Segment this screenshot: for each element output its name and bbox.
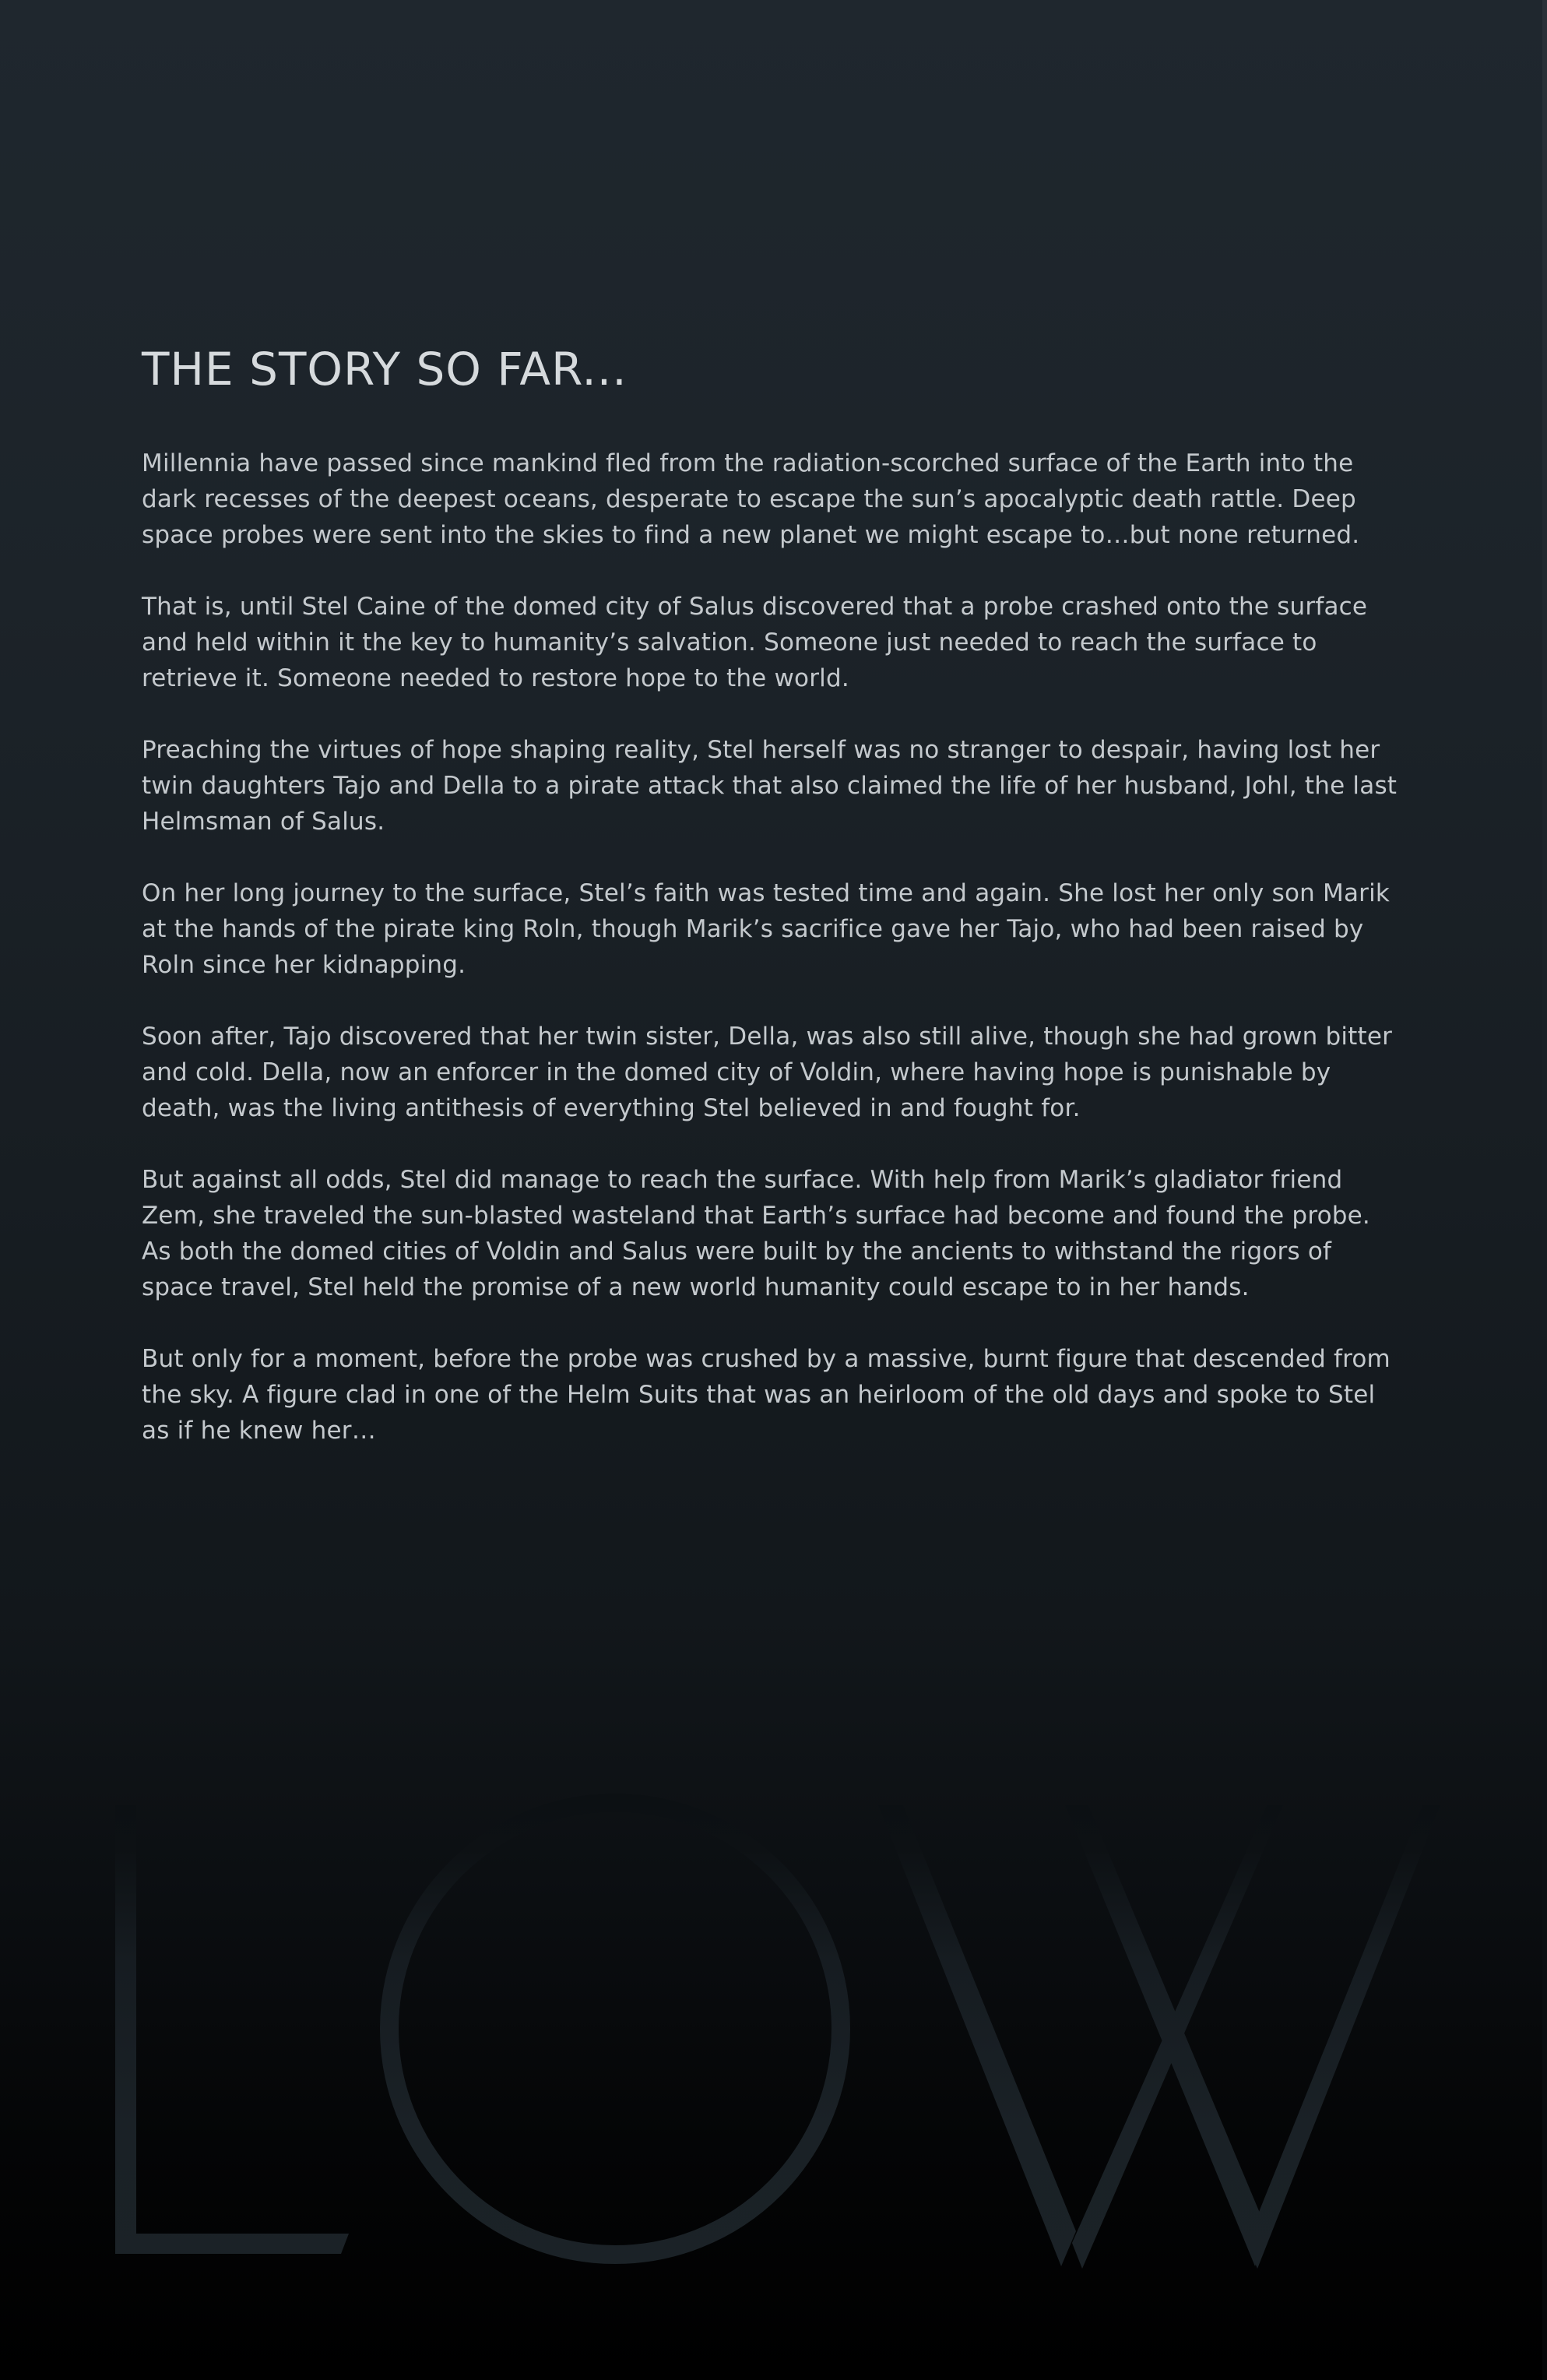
story-paragraph: On her long journey to the surface, Stel’s faith was tested time and again. She lost her only son Marik at the hands of the pirate king Roln, though Marik’s sacrifice gave her Tajo, who had been raised by Roln since her kidnapping. — [142, 878, 1391, 979]
story-content — [142, 343, 1403, 1484]
story-paragraph: But only for a moment, before the probe was crushed by a massive, burnt figure that descended from the sky. A figure clad in one of the Helm Suits that was an heirloom of the old days and spoke to Stel as if he knew her… — [142, 1344, 1391, 1445]
story-paragraph: That is, until Stel Caine of the domed city of Salus discovered that a probe crashed onto the surface and held within it the key to humanity’s salvation. Someone just needed to reach the surface to retrieve it. Someone needed to restore hope to the world. — [142, 592, 1368, 692]
page-title: THE STORY SO FAR... — [142, 343, 628, 396]
story-paragraph: Soon after, Tajo discovered that her twin sister, Della, was also still alive, though she had grown bitter and cold. Della, now an enforcer in the domed city of Voldin, where having hope is punishable by death, was the living antithesis of everything Stel believed in and fought for. — [142, 1022, 1393, 1122]
story-paragraph: Millennia have passed since mankind fled from the radiation-scorched surface of the Earth into the dark recesses of the deepest oceans, desperate to escape the sun’s apocalyptic death rattle. Deep space probes were sent into the skies to find a new planet we might escape to…but none returned. — [142, 449, 1360, 549]
story-paragraph: But against all odds, Stel did manage to reach the surface. With help from Marik’s gladiator friend Zem, she traveled the sun-blasted wasteland that Earth’s surface had become and found the probe. As both the domed cities of Voldin and Salus were built by the ancients to withstand the rigors of space travel, Stel held the promise of a new world humanity could escape to in her hands. — [142, 1165, 1370, 1301]
story-paragraph: Preaching the virtues of hope shaping reality, Stel herself was no stranger to despair, having lost her twin daughters Tajo and Della to a pirate attack that also claimed the life of her husband, Johl, the last Helmsman of Salus. — [142, 735, 1398, 836]
